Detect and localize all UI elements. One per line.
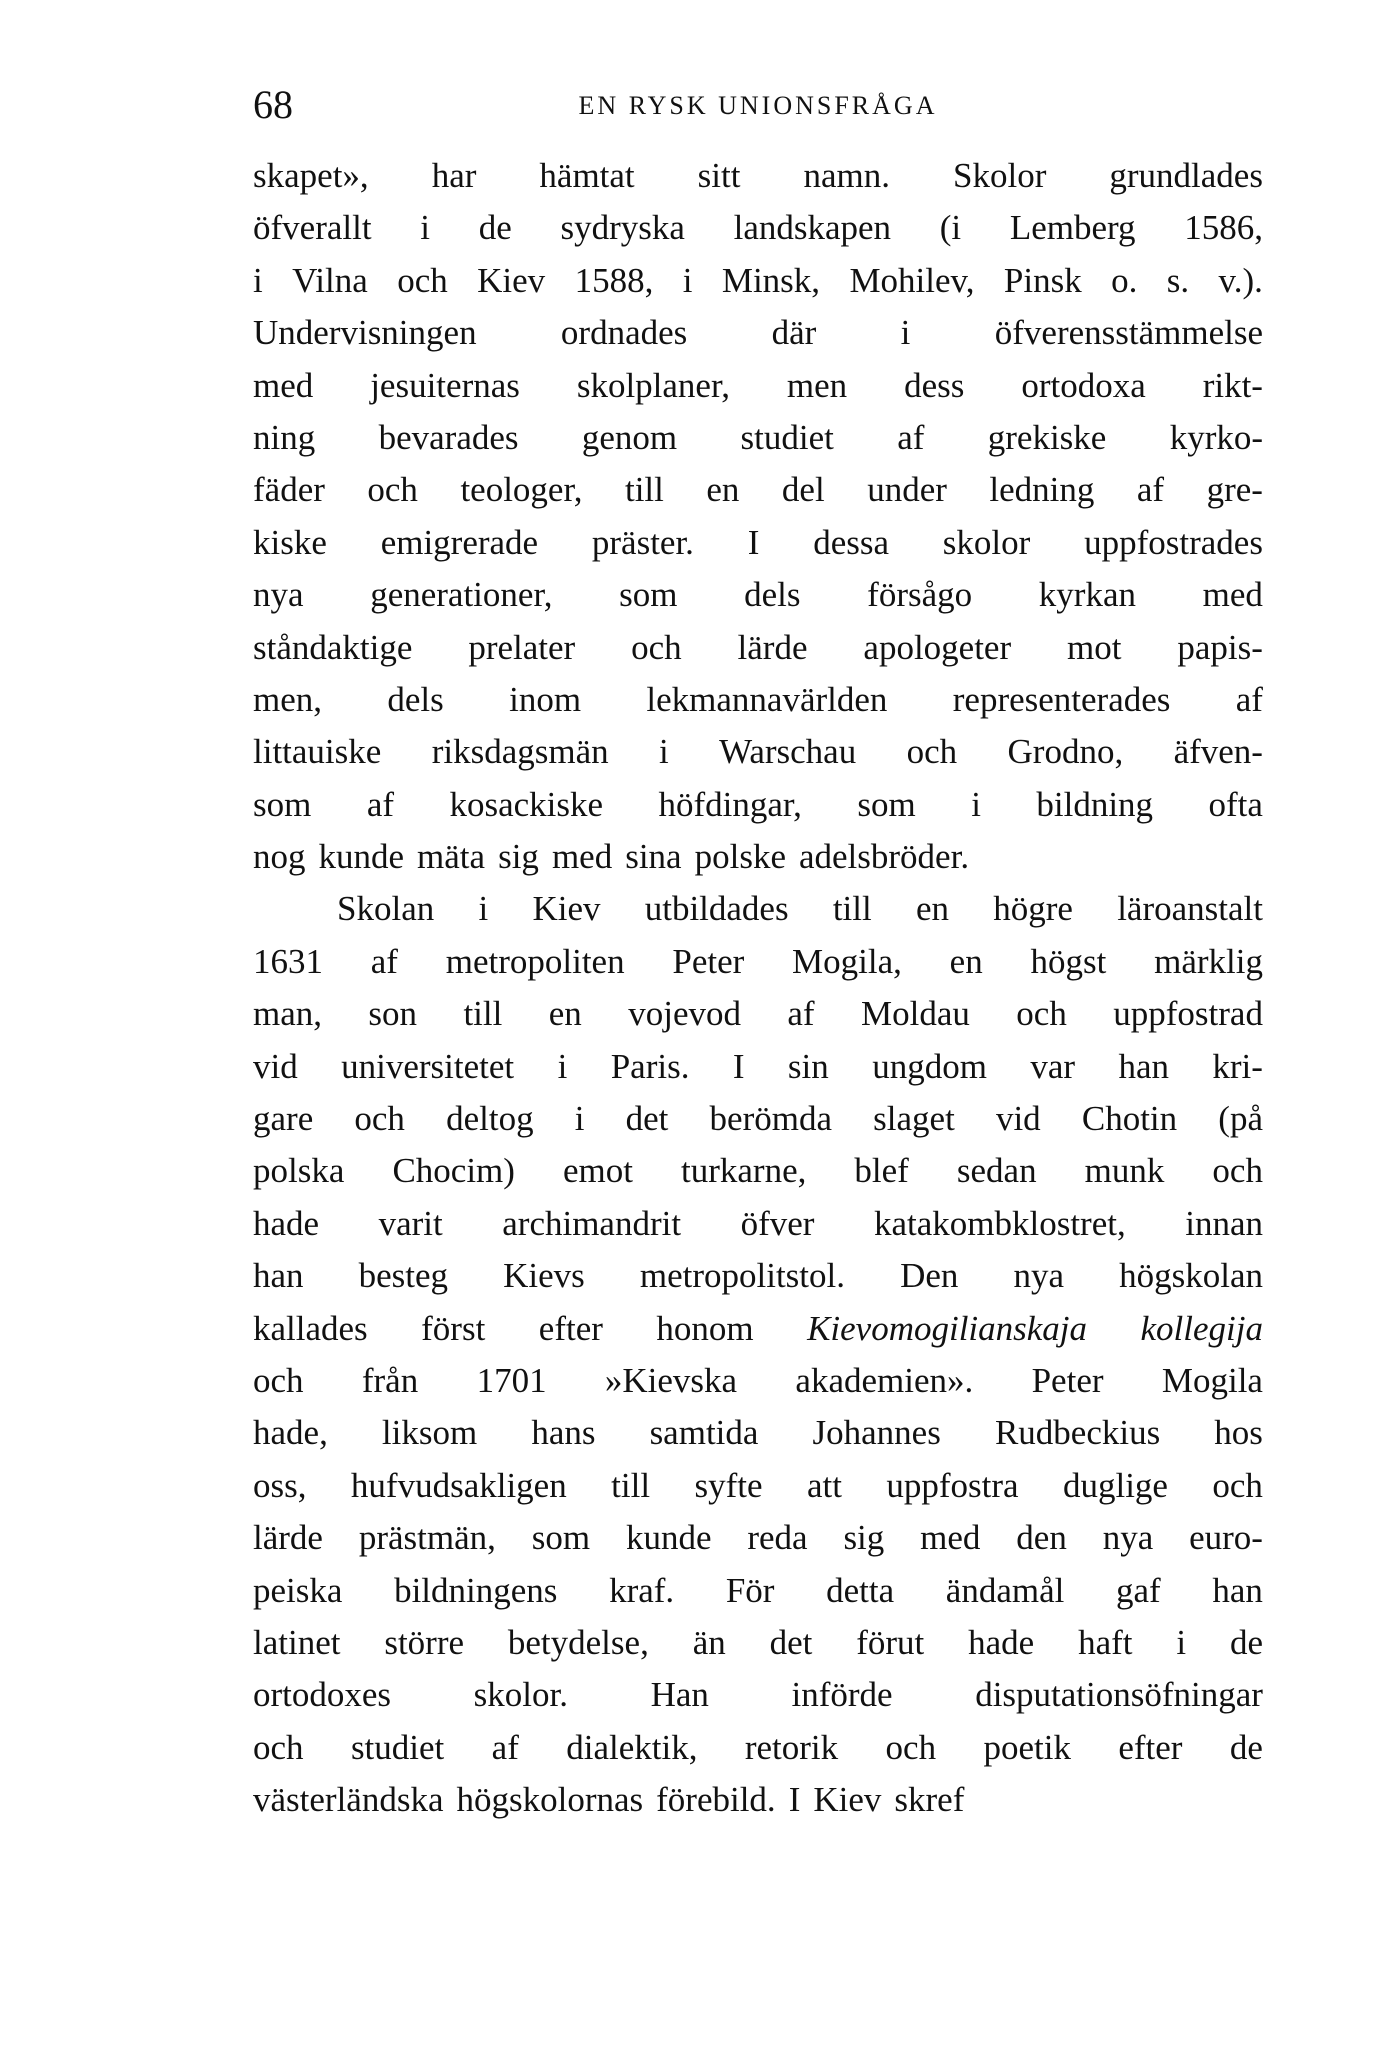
body-text <box>253 150 1263 1827</box>
text-line: latinet större betydelse, än det förut hade haft i de <box>253 1622 1263 1662</box>
text-line: nya generationer, som dels försågo kyrkan med <box>253 575 1263 615</box>
text-line: ning bevarades genom studiet af grekiske kyrko- <box>253 417 1263 457</box>
text-line: och studiet af dialektik, retorik och poetik efter de <box>253 1727 1263 1767</box>
text-line: fäder och teologer, till en del under ledning af gre- <box>253 470 1263 510</box>
text-line: hade, liksom hans samtida Johannes Rudbeckius hos <box>253 1413 1263 1453</box>
text-line: hade varit archimandrit öfver katakombklostret, innan <box>253 1203 1263 1243</box>
text-line: Undervisningen ordnades där i öfverensstämmelse <box>253 313 1263 353</box>
text-line: lärde prästmän, som kunde reda sig med den nya euro- <box>253 1518 1263 1558</box>
text-line: ortodoxes skolor. Han införde disputationsöfningar <box>253 1675 1263 1715</box>
text-line: i Vilna och Kiev 1588, i Minsk, Mohilev, Pinsk o. s. v.). <box>253 260 1263 300</box>
text-line: som af kosackiske höfdingar, som i bildning ofta <box>253 784 1263 824</box>
text-line: nog kunde mäta sig med sina polske adelsbröder. <box>253 837 970 877</box>
text-line: 1631 af metropoliten Peter Mogila, en högst märklig <box>253 941 1263 981</box>
text-line: öfverallt i de sydryska landskapen (i Lemberg 1586, <box>253 208 1263 248</box>
text-line: skapet», har hämtat sitt namn. Skolor grundlades <box>253 156 1263 195</box>
italic-title: kollegija <box>1140 1308 1263 1348</box>
running-head: EN RYSK UNIONSFRÅGA <box>578 91 938 120</box>
text-line: kiske emigrerade präster. I dessa skolor uppfostrades <box>253 522 1263 562</box>
text-line: kallades först efter honom Kievomogilianskaja kollegija <box>253 1303 1263 1355</box>
text-line: Skolan i Kiev utbildades till en högre läroanstalt <box>337 889 1263 929</box>
text-line: oss, hufvudsakligen till syfte att uppfostra duglige och <box>253 1465 1263 1505</box>
text-line: och från 1701 »Kievska akademien». Peter Mogila <box>253 1360 1263 1400</box>
text-line: gare och deltog i det berömda slaget vid Chotin (på <box>253 1099 1263 1139</box>
text-line: ståndaktige prelater och lärde apologeter mot papis- <box>253 627 1263 667</box>
text-line: han besteg Kievs metropolitstol. Den nya högskolan <box>253 1256 1263 1296</box>
text-line: västerländska högskolornas förebild. I Kiev skref <box>253 1780 965 1820</box>
text-line: men, dels inom lekmannavärlden representerades af <box>253 679 1263 719</box>
text-line: man, son till en vojevod af Moldau och uppfostrad <box>253 994 1263 1034</box>
text-line: polska Chocim) emot turkarne, blef sedan munk och <box>253 1151 1263 1191</box>
page-number: 68 <box>253 82 293 127</box>
page-header <box>253 80 1263 130</box>
text-line: littauiske riksdagsmän i Warschau och Grodno, äfven- <box>253 732 1263 772</box>
text-line: vid universitetet i Paris. I sin ungdom var han kri- <box>253 1046 1263 1086</box>
text-line: med jesuiternas skolplaner, men dess ortodoxa rikt- <box>253 365 1263 405</box>
italic-title: Kievomogilianskaja <box>807 1308 1088 1348</box>
text-line: peiska bildningens kraf. För detta ändamål gaf han <box>253 1570 1263 1610</box>
